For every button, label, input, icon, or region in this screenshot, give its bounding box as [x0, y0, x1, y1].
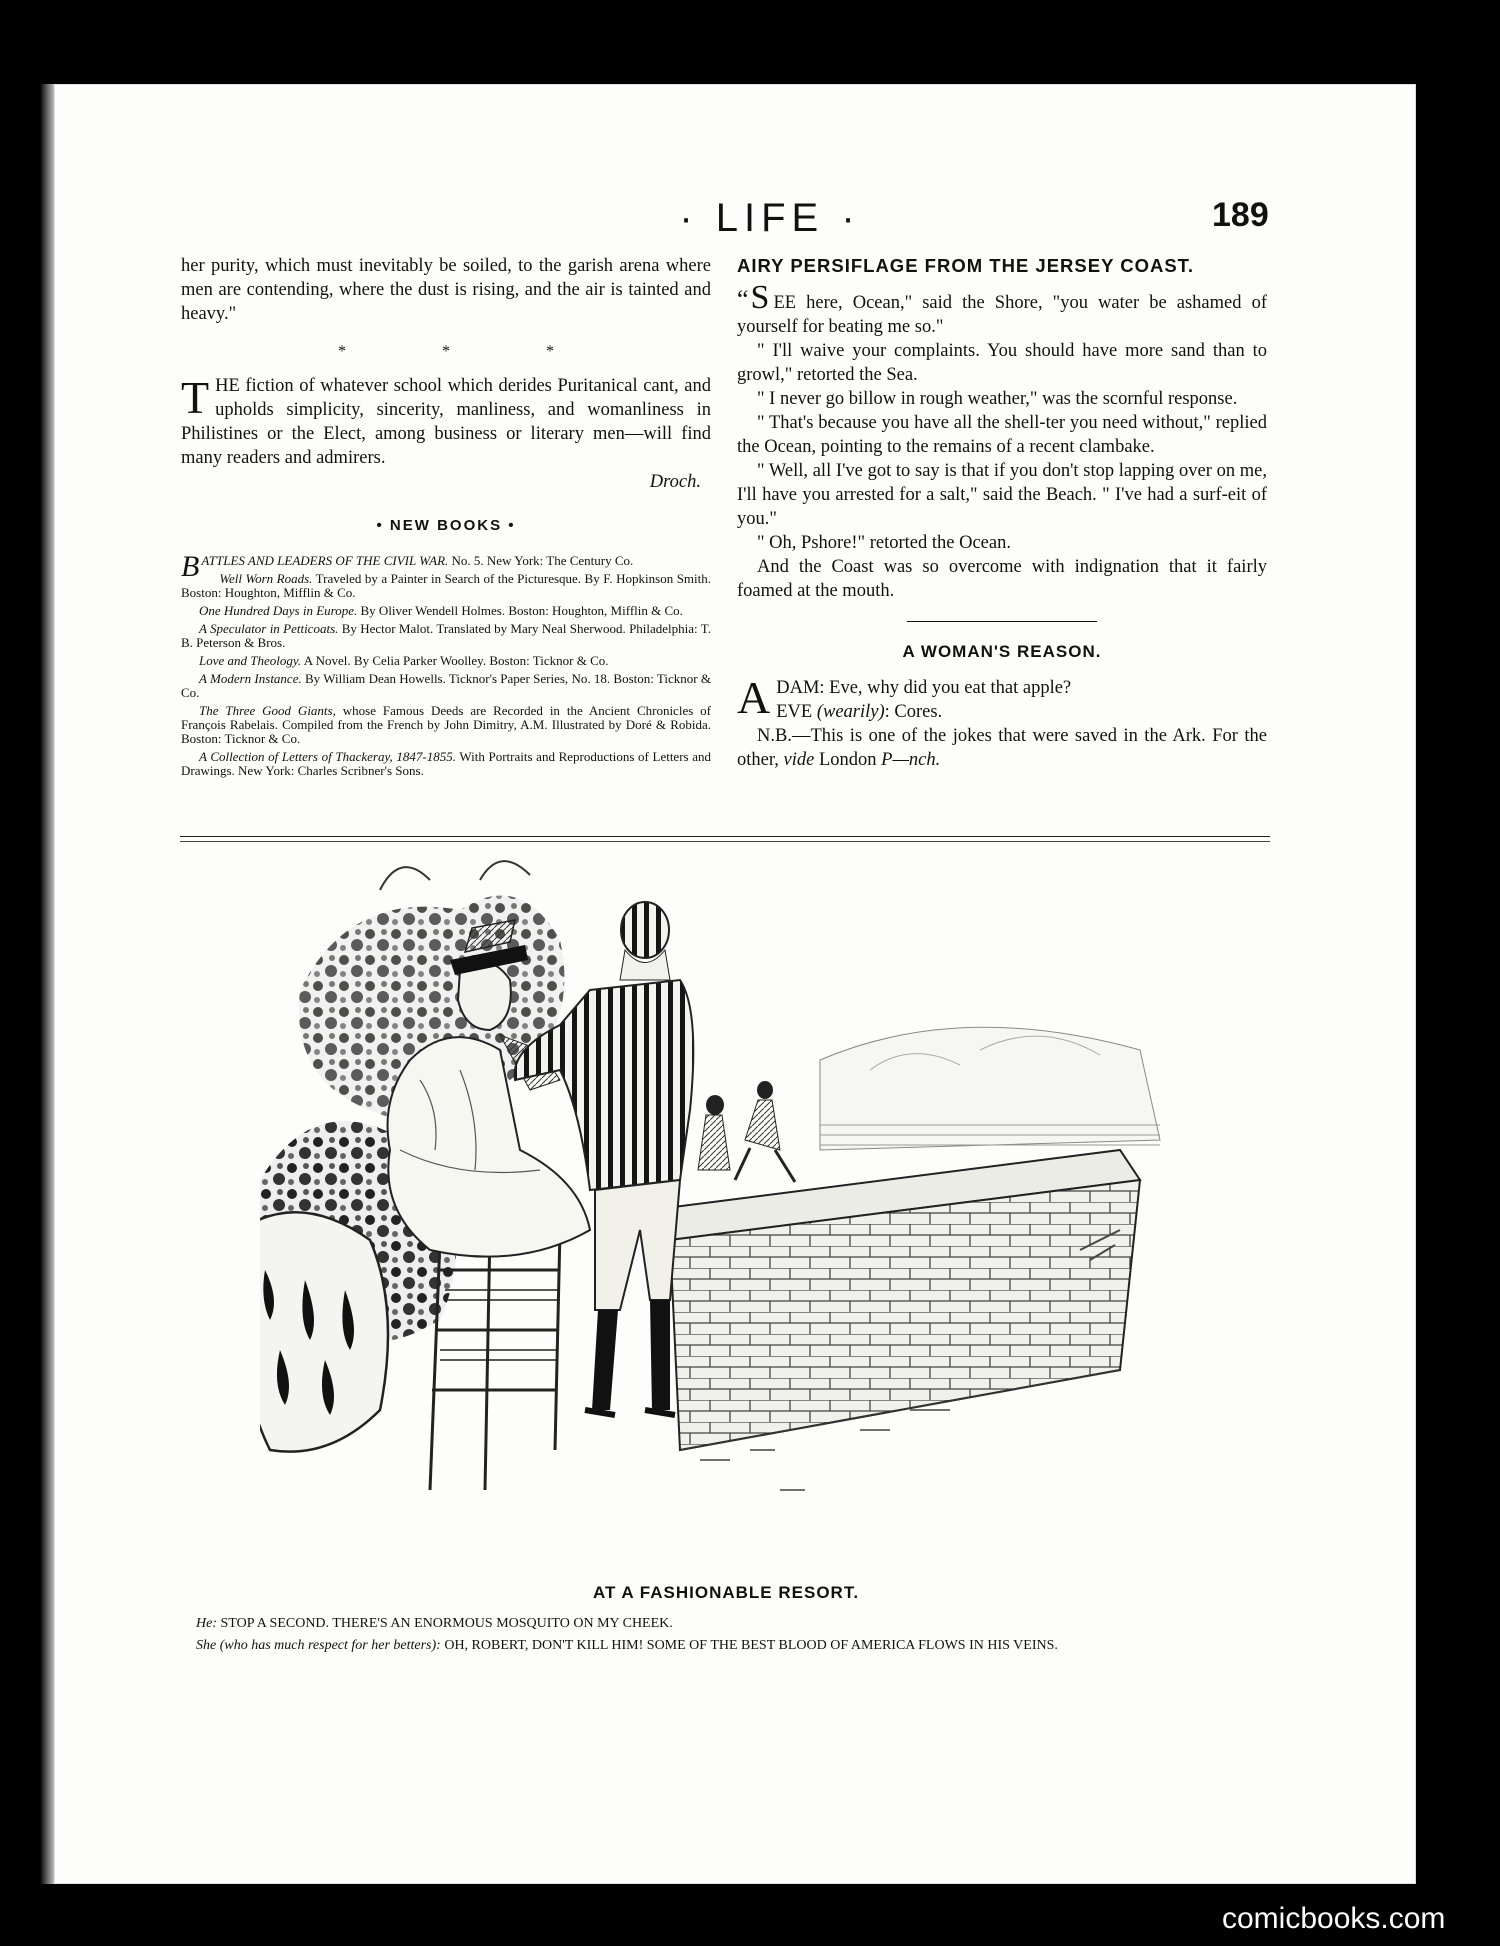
dropcap-b: B — [181, 550, 200, 583]
masthead: · LIFE · — [679, 196, 861, 240]
book-item — [181, 704, 711, 746]
section-rule — [907, 621, 1097, 622]
sea-background — [820, 1027, 1160, 1150]
book-title: Well Worn Roads. — [219, 571, 313, 586]
dialogue-paragraph: " I'll waive your complaints. You should have more sand than to growl," retorted the Sea. — [737, 341, 1267, 385]
book-item — [181, 750, 711, 778]
speaker-eve: EVE — [776, 702, 813, 722]
decorative-shield — [260, 1212, 388, 1451]
distant-figures — [698, 1081, 795, 1182]
resort-illustration — [260, 850, 1220, 1540]
right-column — [737, 254, 1267, 772]
page-number: 189 — [1212, 196, 1269, 234]
caption-he-label: He: — [196, 1616, 217, 1631]
dialogue-paragraph: " That's because you have all the shell-ter you need without," replied the Ocean, pointing to the remains of a recent clambake. — [737, 413, 1267, 457]
nb-london: London — [814, 750, 882, 770]
fiction-paragraph — [181, 374, 711, 470]
shore-text: EE here, Ocean," said the Shore, "you water be ashamed of yourself for beating me so." — [737, 293, 1267, 337]
book-title: Love and Theology. — [199, 653, 302, 668]
left-column — [181, 254, 711, 782]
nb-text: N.B.—This is one of the jokes that were saved in the Ark. For the other, — [737, 726, 1267, 770]
dialogue-paragraph: " Oh, Pshore!" retorted the Ocean. — [757, 533, 1011, 553]
caption-she-text: OH, ROBERT, DON'T KILL HIM! SOME OF THE BEST BLOOD OF AMERICA FLOWS IN HIS VEINS. — [440, 1638, 1058, 1653]
book-title: A Modern Instance. — [199, 671, 302, 686]
womans-reason-title: A WOMAN'S REASON. — [902, 642, 1102, 661]
book-item — [181, 672, 711, 700]
dropcap-t: T — [181, 372, 210, 423]
jersey-coast-title: AIRY PERSIFLAGE FROM THE JERSEY COAST. — [737, 255, 1195, 276]
book-details: By Hector Malot. Translated by Mary Neal Sherwood. Philadelphia: T. B. Peterson & Bros. — [181, 621, 711, 650]
illustration-title: AT A FASHIONABLE RESORT. — [592, 1583, 860, 1602]
nb-vide: vide — [783, 750, 815, 770]
chair — [430, 1230, 560, 1490]
book-item — [181, 654, 711, 668]
book-item — [181, 622, 711, 650]
illustration-top-rule — [180, 836, 1270, 837]
brick-wall — [650, 1150, 1140, 1450]
adam-text: : Eve, why did you eat that apple? — [819, 678, 1072, 698]
dropcap-a: A — [737, 672, 771, 723]
dropcap-s: S — [750, 279, 770, 316]
signature-droch: Droch. — [649, 472, 701, 492]
book-details: By Oliver Wendell Holmes. Boston: Houghton, Mifflin & Co. — [357, 603, 683, 618]
book-details: No. 5. New York: The Century Co. — [448, 553, 634, 568]
book-item — [181, 572, 711, 600]
dialogue-paragraph: And the Coast was so overcome with indignation that it fairly foamed at the mouth. — [737, 557, 1267, 601]
shore-paragraph — [737, 279, 1267, 339]
caption-he — [196, 1614, 1276, 1634]
fiction-text: HE fiction of whatever school which derides Puritanical cant, and upholds simplicity, sincerity, manliness, and womanliness in Philistines or the Elect, among business or literary men—will find many readers and admirers. — [181, 376, 711, 468]
book-item — [181, 604, 711, 618]
section-asterisks: * * * — [338, 343, 600, 360]
book-details: Traveled by a Painter in Search of the Picturesque. By F. Hopkinson Smith. Boston: Houghton, Mifflin & Co. — [181, 571, 712, 600]
eve-text: : Cores. — [884, 702, 943, 722]
caption-he-text: STOP A SECOND. THERE'S AN ENORMOUS MOSQUITO ON MY CHEEK. — [217, 1616, 673, 1631]
book-details: With Portraits and Reproductions of Letters and Drawings. New York: Charles Scribner's Sons. — [181, 749, 711, 778]
site-watermark: comicbooks.com — [1222, 1902, 1446, 1935]
book-details: By William Dean Howells. Ticknor's Paper Series, No. 18. Boston: Ticknor & Co. — [181, 671, 711, 700]
book-title: The Three Good Giants, — [199, 703, 336, 718]
nb-note — [737, 724, 1267, 772]
eve-line — [737, 700, 1267, 724]
caption-she-label: She (who has much respect for her betters): — [196, 1638, 441, 1653]
opening-paragraph: her purity, which must inevitably be soiled, to the garish arena where men are contending, where the dust is rising, and the air is tainted and heavy." — [181, 256, 711, 324]
dialogue-paragraph: " I never go billow in rough weather," was the scornful response. — [757, 389, 1238, 409]
caption-she — [196, 1636, 1276, 1656]
page-gutter — [0, 84, 54, 1884]
illustration-top-rule-thin — [180, 841, 1270, 842]
book-title: A Collection of Letters of Thackeray, 1847-1855. — [199, 749, 456, 764]
eve-manner: (wearily) — [816, 702, 885, 722]
book-details: A Novel. By Celia Parker Woolley. Boston: Ticknor & Co. — [301, 653, 609, 668]
book-title: A Speculator in Petticoats. — [199, 621, 339, 636]
new-books-heading: • NEW BOOKS • — [376, 517, 516, 534]
nb-punch: P—nch. — [881, 750, 941, 770]
books-list — [181, 550, 712, 778]
book-title: ATTLES AND LEADERS OF THE CIVIL WAR. — [201, 553, 449, 568]
book-title: One Hundred Days in Europe. — [199, 603, 358, 618]
speaker-adam: DAM — [776, 678, 820, 698]
book-details: whose Famous Deeds are Recorded in the Ancient Chronicles of François Rabelais. Compiled from the French by John Dimitry, A.M. Illustrated by Doré & Robida. Boston: Ticknor & Co. — [181, 703, 711, 746]
open-quote: “ — [737, 285, 749, 314]
dialogue-paragraph: " Well, all I've got to say is that if you don't stop lapping over on me, I'll have you arrested for a salt," said the Beach. " I've had a surf-eit of you." — [737, 461, 1267, 529]
